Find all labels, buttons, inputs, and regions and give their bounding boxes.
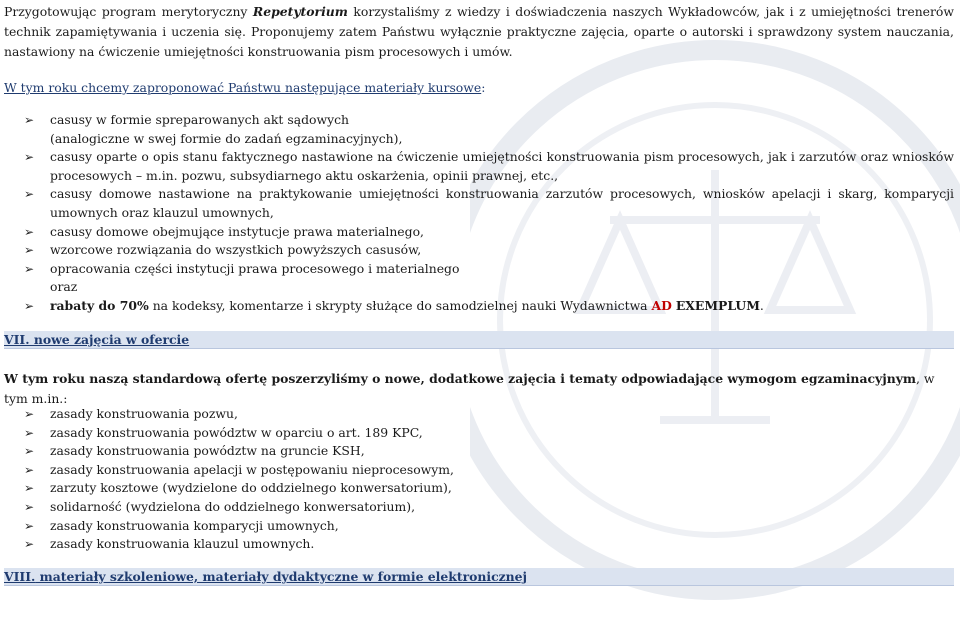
list-item-oraz: oraz	[50, 279, 78, 295]
materials-heading-text: W tym roku chcemy zaproponować Państwu następujące materiały kursowe	[4, 80, 482, 95]
list-item: ➢ solidarność (wydzielona do oddzielnego konwersatorium),	[4, 498, 954, 517]
intro-text-1: Przygotowując program merytoryczny	[4, 4, 253, 19]
arrow-bullet-icon: ➢	[24, 518, 35, 533]
arrow-bullet-icon: ➢	[24, 537, 35, 552]
materials-list	[4, 111, 954, 316]
section-header-vii: VII. nowe zajęcia w ofercie	[4, 331, 954, 349]
list-item: ➢ casusy domowe nastawione na praktykowanie umiejętności konstruowania zarzutów procesowych, wniosków apelacji i skarg, komparycji umownych oraz klauzul umownych,	[24, 186, 954, 220]
list-item: ➢ casusy domowe obejmujące instytucje prawa materialnego,	[4, 223, 954, 242]
arrow-bullet-icon: ➢	[24, 407, 35, 421]
arrow-bullet-icon: ➢	[24, 243, 35, 258]
list-item: ➢ zasady konstruowania komparycji umownych,	[4, 517, 954, 536]
arrow-bullet-icon: ➢	[24, 499, 35, 514]
list-item: ➢ casusy w formie spreparowanych akt sądowych	[4, 111, 954, 130]
list-item: ➢ zasady konstruowania pozwu,	[4, 405, 954, 424]
list-item: ➢ zasady konstruowania klauzul umownych.	[4, 535, 954, 554]
arrow-bullet-icon: ➢	[24, 150, 35, 165]
arrow-bullet-icon: ➢	[24, 224, 35, 239]
arrow-bullet-icon: ➢	[24, 444, 35, 459]
list-item: ➢ wzorcowe rozwiązania do wszystkich powyższych casusów,	[4, 241, 954, 260]
list-item: ➢ zasady konstruowania apelacji w postępowaniu nieprocesowym,	[4, 461, 954, 480]
list-item: ➢ zarzuty kosztowe (wydzielone do oddzielnego konwersatorium),	[4, 479, 954, 498]
arrow-bullet-icon: ➢	[24, 187, 35, 202]
list-item-rabaty: ➢ rabaty do 70% na kodeksy, komentarze i skrypty służące do samodzielnej nauki Wydawnictwa AD EXEMPLUM.	[4, 297, 954, 316]
materials-heading-colon: :	[481, 80, 486, 95]
list-item: ➢ zasady konstruowania powództw na gruncie KSH,	[4, 442, 954, 461]
list-item: ➢ opracowania części instytucji prawa procesowego i materialnego	[4, 260, 954, 279]
classes-list	[4, 405, 954, 554]
intro-program-name: Repetytorium	[252, 4, 348, 19]
section-header-viii: VIII. materiały szkoleniowe, materiały dydaktyczne w formie elektronicznej	[4, 568, 954, 586]
arrow-bullet-icon: ➢	[24, 425, 35, 440]
arrow-bullet-icon: ➢	[24, 462, 35, 477]
list-item: ➢ zasady konstruowania powództw w oparciu o art. 189 KPC,	[4, 424, 954, 443]
materials-heading	[4, 78, 954, 98]
publisher-ad: AD	[651, 297, 672, 313]
offer-paragraph: W tym roku naszą standardową ofertę poszerzyliśmy o nowe, dodatkowe zajęcia i tematy odpowiadające wymogom egzaminacyjnym, w tym m.in.:	[4, 371, 935, 406]
arrow-bullet-icon: ➢	[24, 298, 35, 313]
arrow-bullet-icon: ➢	[24, 113, 35, 127]
intro-text-2: korzystaliśmy z wiedzy i doświadczenia naszych Wykładowców, jak i z umiejętności trenerów technik zapamiętywania i uczenia się. Proponujemy zatem Państwu wyłącznie praktyczne zajęcia, oparte o autorski i sprawdzony system nauczania, nastawiony na ćwiczenie umiejętności konstruowania pism procesowych i umów.	[4, 4, 954, 59]
arrow-bullet-icon: ➢	[24, 481, 35, 496]
intro-paragraph	[4, 2, 954, 62]
list-item: ➢ casusy oparte o opis stanu faktycznego nastawione na ćwiczenie umiejętności konstruowania pism procesowych, jak i zarzutów oraz wniosków procesowych – m.in. pozwu, subsydiarnego aktu oskarżenia, opinii prawnej, etc.,	[24, 149, 954, 183]
list-item-note: (analogiczne w swej formie do zadań egzaminacyjnych),	[50, 130, 403, 146]
arrow-bullet-icon: ➢	[24, 261, 35, 276]
publisher-exemplum: EXEMPLUM	[675, 297, 760, 313]
